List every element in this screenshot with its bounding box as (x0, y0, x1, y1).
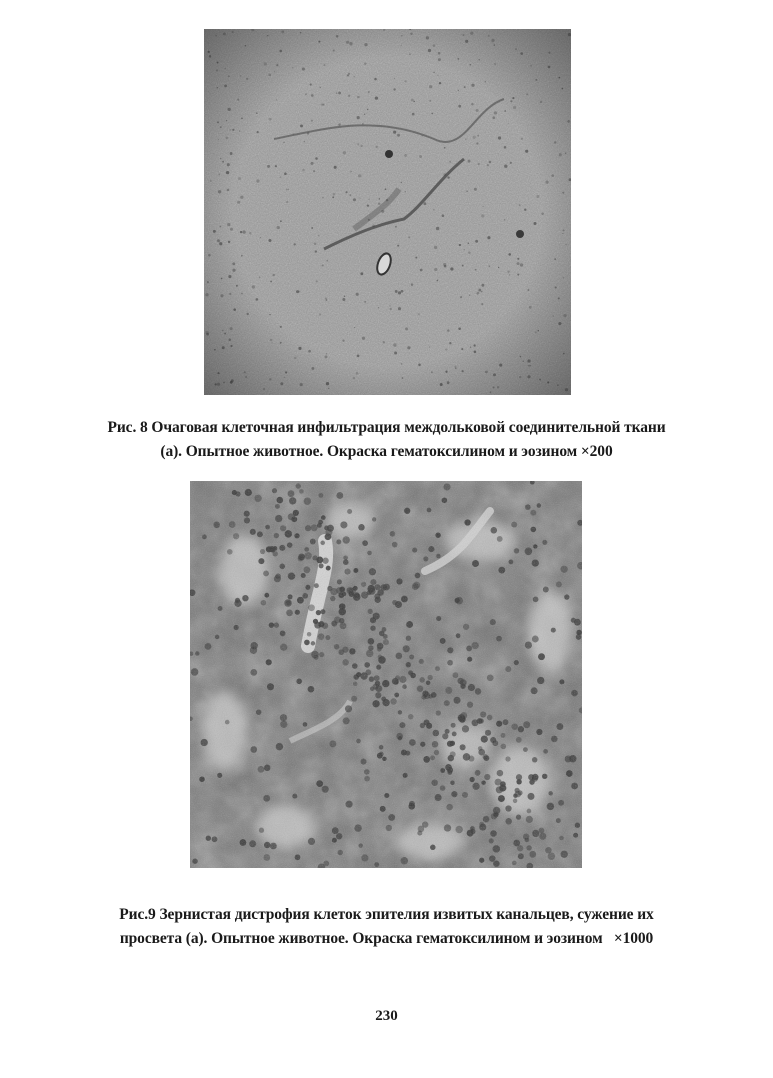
figure-8-caption-line-1: Рис. 8 Очаговая клеточная инфильтрация междольковой соединительной ткани (107, 419, 666, 436)
figure-9-caption-line-2: просвета (а). Опытное животное. Окраска гематоксилином и эозином ×1000 (119, 930, 654, 947)
micrograph-figure-9 (190, 481, 582, 868)
figure-8-caption-line-2: (а). Опытное животное. Окраска гематоксилином и эозином ×200 (160, 443, 613, 460)
figure-9-caption-line-1: Рис.9 Зернистая дистрофия клеток эпителия извитых канальцев, сужение их (119, 906, 654, 923)
figure-9-caption (40, 903, 733, 951)
page-number: 230 (375, 1008, 398, 1024)
figure-8-caption (40, 416, 733, 464)
micrograph-9-image (190, 481, 582, 868)
micrograph-8-image (204, 29, 571, 395)
micrograph-figure-8 (204, 29, 571, 395)
